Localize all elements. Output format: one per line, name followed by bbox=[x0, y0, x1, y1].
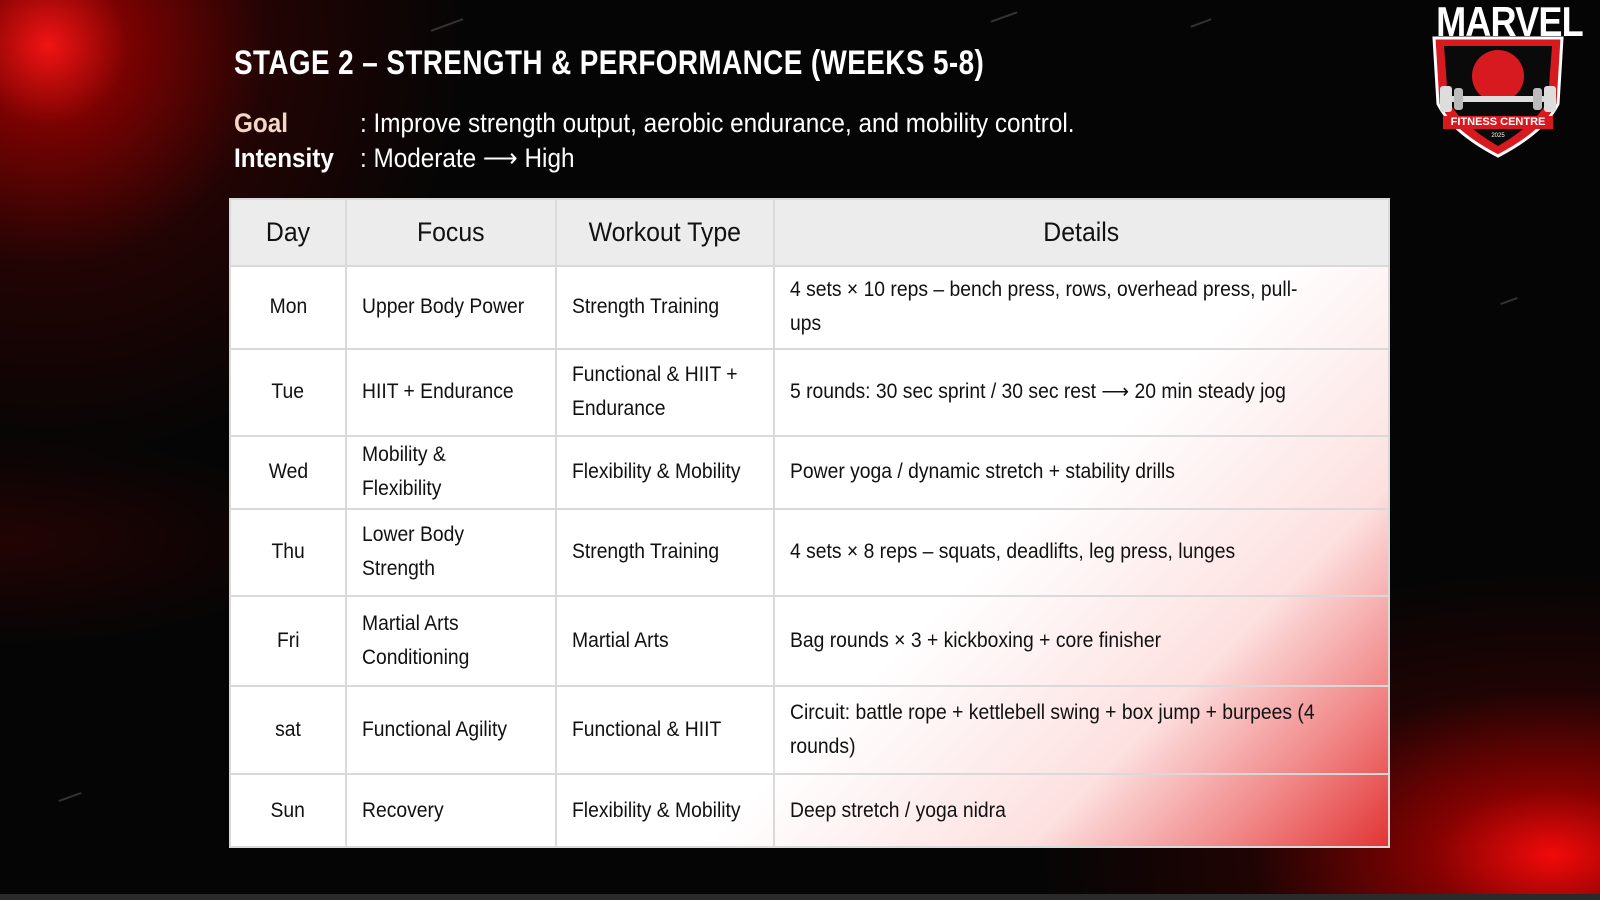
cell-workout-type: Flexibility & Mobility bbox=[556, 774, 774, 847]
table-header-row bbox=[230, 199, 1389, 266]
stage-meta bbox=[234, 106, 1154, 176]
logo-year: 2025 bbox=[1491, 133, 1505, 139]
cell-focus: Functional Agility bbox=[346, 686, 556, 775]
cell-workout-type: Functional & HIIT + Endurance bbox=[556, 349, 774, 437]
table-row bbox=[230, 436, 1389, 508]
column-header-day: Day bbox=[230, 199, 346, 266]
cell-day: sat bbox=[230, 686, 346, 775]
cell-details: Circuit: battle rope + kettlebell swing + box jump + burpees (4 rounds) bbox=[774, 686, 1389, 775]
cell-details: Deep stretch / yoga nidra bbox=[774, 774, 1389, 847]
cell-focus: HIIT + Endurance bbox=[346, 349, 556, 437]
cell-focus: Lower Body Strength bbox=[346, 509, 556, 597]
cell-details: 4 sets × 8 reps – squats, deadlifts, leg press, lunges bbox=[774, 509, 1389, 597]
cell-details: Bag rounds × 3 + kickboxing + core finisher bbox=[774, 596, 1389, 686]
cell-day: Thu bbox=[230, 509, 346, 597]
cell-day: Fri bbox=[230, 596, 346, 686]
logo-subtitle: FITNESS CENTRE bbox=[1443, 116, 1553, 129]
goal-value: : Improve strength output, aerobic endurance, and mobility control. bbox=[360, 108, 1075, 138]
cell-workout-type: Martial Arts bbox=[556, 596, 774, 686]
cell-focus: Martial Arts Conditioning bbox=[346, 596, 556, 686]
table-row bbox=[230, 686, 1389, 775]
table-row bbox=[230, 349, 1389, 437]
goal-row bbox=[234, 106, 1154, 141]
brand-logo bbox=[1426, 0, 1583, 160]
table-row bbox=[230, 266, 1389, 349]
cell-focus: Recovery bbox=[346, 774, 556, 847]
cell-details: 5 rounds: 30 sec sprint / 30 sec rest ⟶ 20 min steady jog bbox=[774, 349, 1389, 437]
cell-details: 4 sets × 10 reps – bench press, rows, overhead press, pull-ups bbox=[774, 266, 1389, 349]
table-row bbox=[230, 509, 1389, 597]
column-header-details: Details bbox=[774, 199, 1389, 266]
cell-day: Mon bbox=[230, 266, 346, 349]
logo-wordmark: MARVEL bbox=[1436, 0, 1583, 45]
table-row bbox=[230, 774, 1389, 847]
cell-focus: Upper Body Power bbox=[346, 266, 556, 349]
intensity-label: Intensity bbox=[234, 143, 334, 173]
goal-label: Goal bbox=[234, 108, 289, 138]
cell-focus: Mobility & Flexibility bbox=[346, 436, 556, 508]
cell-workout-type: Functional & HIIT bbox=[556, 686, 774, 775]
column-header-focus: Focus bbox=[346, 199, 556, 266]
cell-day: Tue bbox=[230, 349, 346, 437]
cell-workout-type: Strength Training bbox=[556, 509, 774, 597]
cell-workout-type: Flexibility & Mobility bbox=[556, 436, 774, 508]
workout-plan-table bbox=[229, 198, 1390, 848]
intensity-row bbox=[234, 141, 1154, 176]
intensity-value: : Moderate ⟶ High bbox=[360, 143, 575, 173]
cell-day: Sun bbox=[230, 774, 346, 847]
bottom-bar bbox=[0, 894, 1600, 900]
cell-day: Wed bbox=[230, 436, 346, 508]
page-title: STAGE 2 – STRENGTH & PERFORMANCE (WEEKS 5-8) bbox=[234, 44, 985, 82]
cell-details: Power yoga / dynamic stretch + stability drills bbox=[774, 436, 1389, 508]
table-row bbox=[230, 596, 1389, 686]
cell-workout-type: Strength Training bbox=[556, 266, 774, 349]
column-header-workout-type: Workout Type bbox=[556, 199, 774, 266]
